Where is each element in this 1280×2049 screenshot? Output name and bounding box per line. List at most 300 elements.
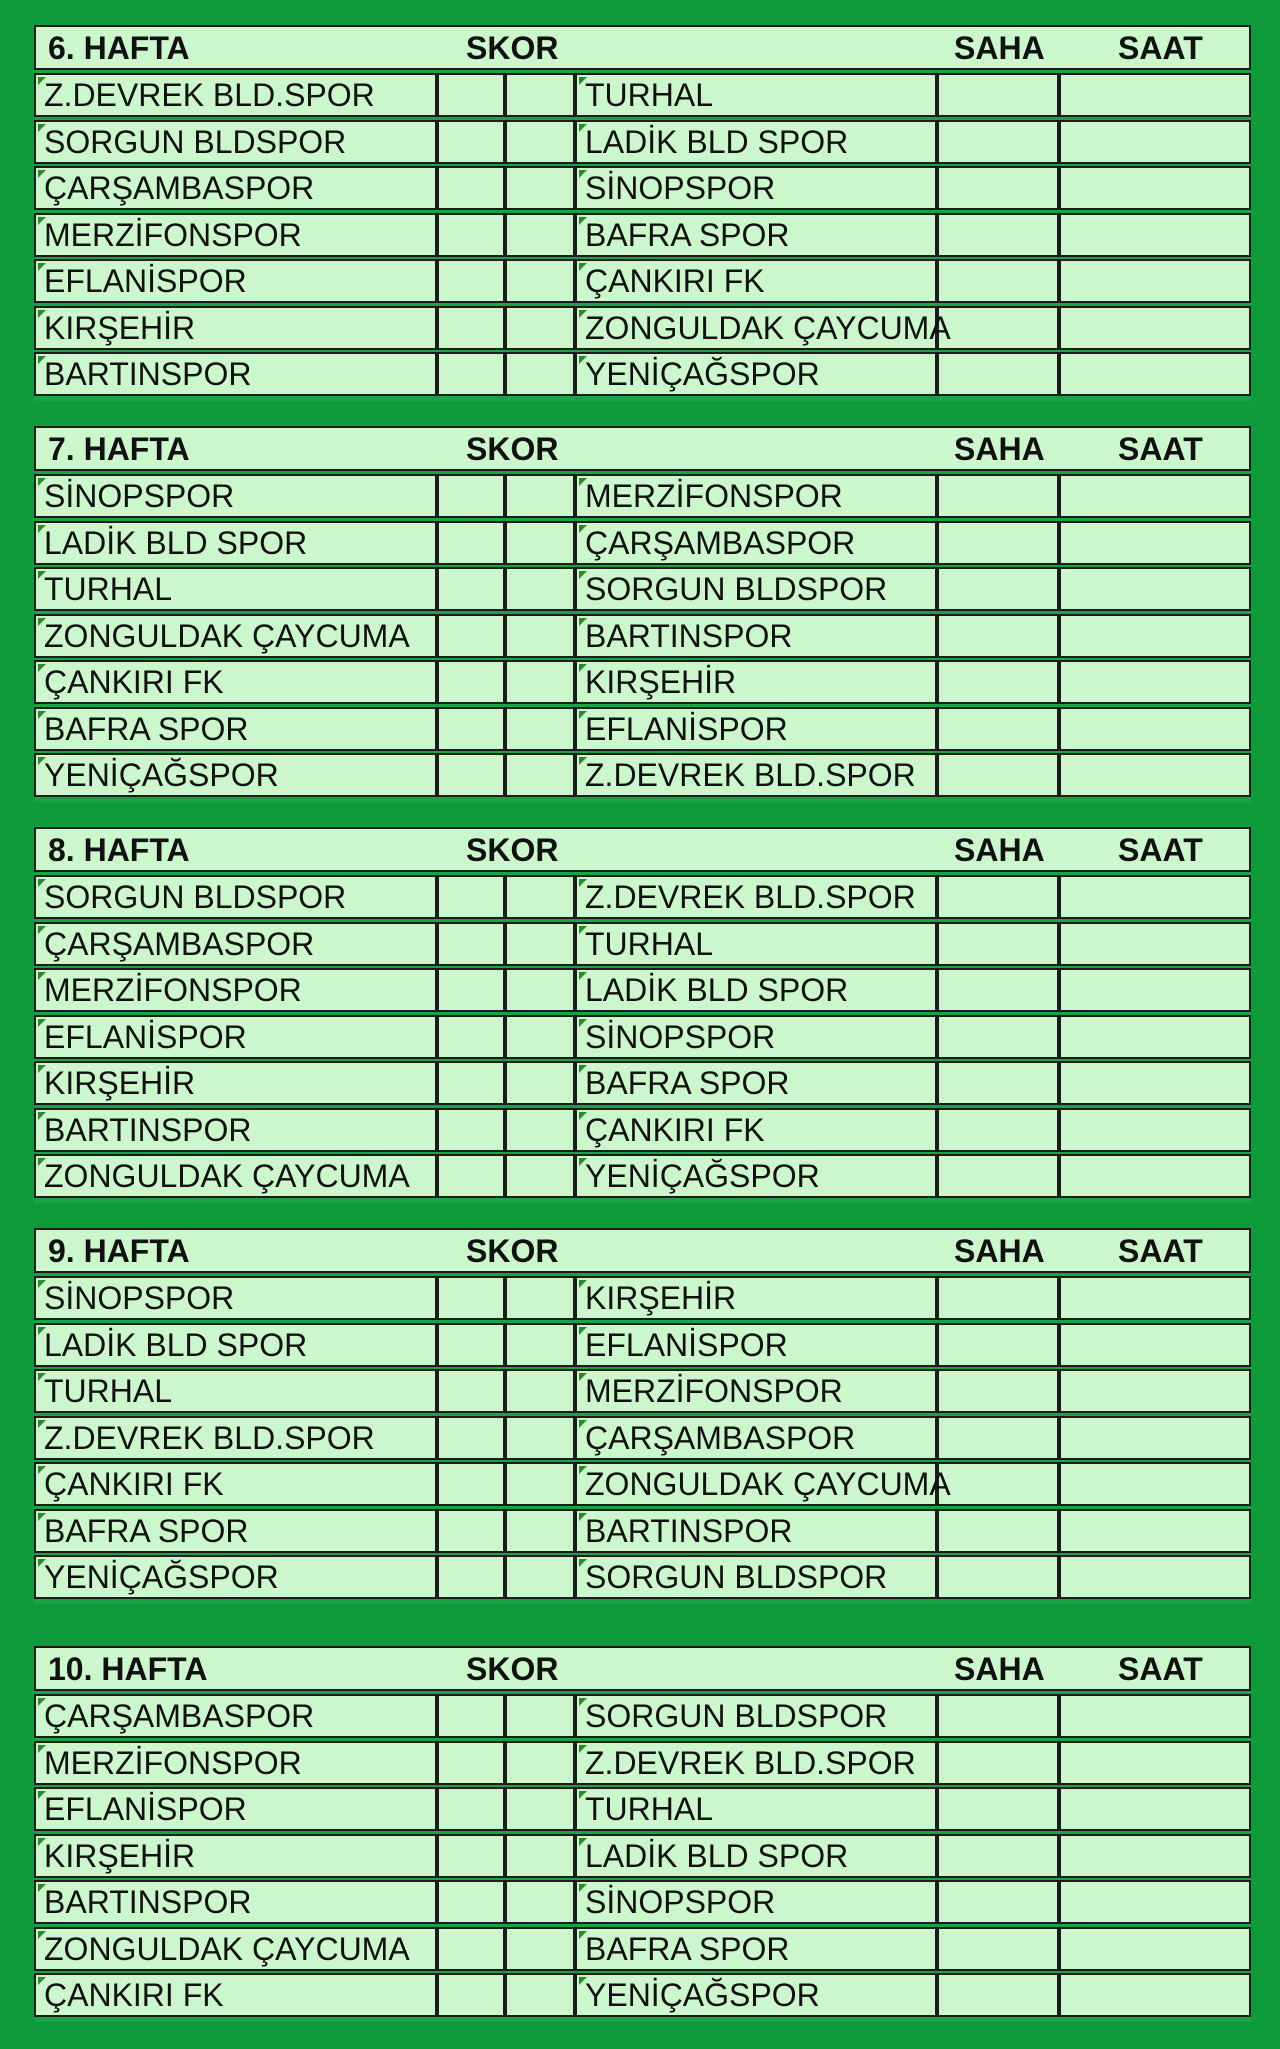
time-cell[interactable] [1059,352,1251,396]
away-score-cell[interactable] [505,1555,575,1599]
time-cell[interactable] [1059,166,1251,210]
cell-corner-marker [579,926,587,934]
field-cell[interactable] [937,1462,1059,1506]
cell-corner-marker [38,1019,46,1027]
time-cell[interactable] [1059,875,1251,919]
away-team: ZONGULDAK ÇAYCUMA [575,1462,937,1506]
cell-corner-marker [38,1698,46,1706]
score-column-label: SKOR [466,1651,559,1687]
away-score-cell[interactable] [505,1880,575,1924]
away-score-cell[interactable] [505,1108,575,1152]
cell-corner-marker [38,310,46,318]
field-cell[interactable] [937,120,1059,164]
home-team: ÇANKIRI FK [34,1973,437,2017]
home-score-cell[interactable] [437,306,505,350]
away-score-cell[interactable] [505,1834,575,1878]
cell-corner-marker [38,1884,46,1892]
away-score-cell[interactable] [505,521,575,565]
away-score-cell[interactable] [505,968,575,1012]
home-team: BAFRA SPOR [34,1509,437,1553]
field-cell[interactable] [937,73,1059,117]
cell-corner-marker [38,1065,46,1073]
home-score-cell[interactable] [437,1509,505,1553]
away-score-cell[interactable] [505,1416,575,1460]
away-score-cell[interactable] [505,1694,575,1738]
away-score-cell[interactable] [505,1973,575,2017]
home-score-cell[interactable] [437,1015,505,1059]
home-score-cell[interactable] [437,213,505,257]
cell-corner-marker [38,356,46,364]
cell-corner-marker [579,1466,587,1474]
away-score-cell[interactable] [505,875,575,919]
home-score-cell[interactable] [437,1061,505,1105]
away-team: YENİÇAĞSPOR [575,1973,937,2017]
week-section [34,426,1251,802]
home-team: LADİK BLD SPOR [34,1323,437,1367]
match-row [34,1880,1251,1924]
away-score-cell[interactable] [505,259,575,303]
match-row [34,1741,1251,1785]
away-score-cell[interactable] [505,1927,575,1971]
cell-corner-marker [38,217,46,225]
field-cell[interactable] [937,1834,1059,1878]
away-team: Z.DEVREK BLD.SPOR [575,753,937,797]
week-section [34,1646,1251,2022]
home-score-cell[interactable] [437,875,505,919]
home-team: MERZİFONSPOR [34,1741,437,1785]
cell-corner-marker [579,1559,587,1567]
time-cell[interactable] [1059,707,1251,751]
home-score-cell[interactable] [437,352,505,396]
week-title: 6. HAFTA [48,30,190,66]
home-score-cell[interactable] [437,1276,505,1320]
home-score-cell[interactable] [437,1880,505,1924]
match-row [34,352,1251,396]
away-team: SİNOPSPOR [575,1880,937,1924]
away-score-cell[interactable] [505,166,575,210]
cell-corner-marker [579,1791,587,1799]
time-cell[interactable] [1059,306,1251,350]
cell-corner-marker [579,170,587,178]
cell-corner-marker [38,618,46,626]
cell-corner-marker [579,124,587,132]
away-score-cell[interactable] [505,1369,575,1413]
time-cell[interactable] [1059,1015,1251,1059]
home-score-cell[interactable] [437,1787,505,1831]
cell-corner-marker [579,879,587,887]
field-cell[interactable] [937,1694,1059,1738]
field-cell[interactable] [937,1927,1059,1971]
cell-corner-marker [38,1791,46,1799]
match-row [34,1694,1251,1738]
match-row [34,1509,1251,1553]
home-score-cell[interactable] [437,1973,505,2017]
home-score-cell[interactable] [437,1694,505,1738]
time-cell[interactable] [1059,1787,1251,1831]
time-cell[interactable] [1059,1416,1251,1460]
home-team: ÇANKIRI FK [34,1462,437,1506]
cell-corner-marker [579,263,587,271]
away-team: YENİÇAĞSPOR [575,352,937,396]
away-team: BARTINSPOR [575,614,937,658]
match-row [34,213,1251,257]
time-cell[interactable] [1059,922,1251,966]
cell-corner-marker [38,571,46,579]
away-score-cell[interactable] [505,614,575,658]
home-team: ZONGULDAK ÇAYCUMA [34,614,437,658]
field-cell[interactable] [937,1108,1059,1152]
time-cell[interactable] [1059,614,1251,658]
away-team: EFLANİSPOR [575,1323,937,1367]
away-score-cell[interactable] [505,753,575,797]
home-team: YENİÇAĞSPOR [34,1555,437,1599]
home-score-cell[interactable] [437,1108,505,1152]
match-row [34,306,1251,350]
home-score-cell[interactable] [437,1834,505,1878]
home-score-cell[interactable] [437,707,505,751]
time-cell[interactable] [1059,567,1251,611]
cell-corner-marker [38,77,46,85]
field-cell[interactable] [937,1509,1059,1553]
cell-corner-marker [38,525,46,533]
time-cell[interactable] [1059,1741,1251,1785]
time-cell[interactable] [1059,474,1251,518]
week-header [34,1646,1251,1691]
field-cell[interactable] [937,875,1059,919]
cell-corner-marker [579,757,587,765]
field-cell[interactable] [937,707,1059,751]
away-score-cell[interactable] [505,922,575,966]
match-row [34,1416,1251,1460]
home-score-cell[interactable] [437,521,505,565]
cell-corner-marker [579,1745,587,1753]
field-cell[interactable] [937,306,1059,350]
cell-corner-marker [38,1559,46,1567]
cell-corner-marker [579,310,587,318]
away-team: LADİK BLD SPOR [575,968,937,1012]
home-team: ÇANKIRI FK [34,660,437,704]
match-row [34,753,1251,797]
time-cell[interactable] [1059,1462,1251,1506]
home-team: ZONGULDAK ÇAYCUMA [34,1154,437,1198]
away-score-cell[interactable] [505,567,575,611]
field-cell[interactable] [937,922,1059,966]
field-column-label: SAHA [954,1651,1045,1687]
home-score-cell[interactable] [437,1741,505,1785]
match-row [34,259,1251,303]
week-title: 9. HAFTA [48,1233,190,1269]
away-team: Z.DEVREK BLD.SPOR [575,875,937,919]
home-score-cell[interactable] [437,1369,505,1413]
away-team: BARTINSPOR [575,1509,937,1553]
home-team: BARTINSPOR [34,1880,437,1924]
away-score-cell[interactable] [505,306,575,350]
away-score-cell[interactable] [505,1462,575,1506]
field-column-label: SAHA [954,30,1045,66]
field-cell[interactable] [937,614,1059,658]
home-team: SORGUN BLDSPOR [34,120,437,164]
away-score-cell[interactable] [505,1509,575,1553]
cell-corner-marker [38,1280,46,1288]
away-team: BAFRA SPOR [575,1927,937,1971]
home-score-cell[interactable] [437,614,505,658]
week-section [34,1228,1251,1604]
time-cell[interactable] [1059,259,1251,303]
cell-corner-marker [579,1019,587,1027]
time-cell[interactable] [1059,1694,1251,1738]
home-team: EFLANİSPOR [34,1787,437,1831]
away-team: TURHAL [575,1787,937,1831]
home-score-cell[interactable] [437,922,505,966]
away-team: YENİÇAĞSPOR [575,1154,937,1198]
field-cell[interactable] [937,1154,1059,1198]
home-team: BARTINSPOR [34,352,437,396]
field-cell[interactable] [937,1416,1059,1460]
home-team: ÇARŞAMBASPOR [34,922,437,966]
away-team: MERZİFONSPOR [575,474,937,518]
away-score-cell[interactable] [505,213,575,257]
match-row [34,474,1251,518]
cell-corner-marker [38,263,46,271]
time-cell[interactable] [1059,1323,1251,1367]
home-team: EFLANİSPOR [34,1015,437,1059]
cell-corner-marker [579,571,587,579]
time-cell[interactable] [1059,1154,1251,1198]
home-score-cell[interactable] [437,1154,505,1198]
cell-corner-marker [579,77,587,85]
away-score-cell[interactable] [505,660,575,704]
match-row [34,707,1251,751]
cell-corner-marker [38,124,46,132]
cell-corner-marker [579,1977,587,1985]
time-column-label: SAAT [1118,431,1203,467]
home-score-cell[interactable] [437,1416,505,1460]
cell-corner-marker [579,356,587,364]
field-column-label: SAHA [954,1233,1045,1269]
away-score-cell[interactable] [505,352,575,396]
home-team: TURHAL [34,1369,437,1413]
home-score-cell[interactable] [437,567,505,611]
week-section [34,827,1251,1203]
cell-corner-marker [579,972,587,980]
cell-corner-marker [38,1977,46,1985]
cell-corner-marker [579,217,587,225]
cell-corner-marker [38,1513,46,1521]
match-row [34,1555,1251,1599]
time-cell[interactable] [1059,1509,1251,1553]
cell-corner-marker [579,1373,587,1381]
cell-corner-marker [579,1280,587,1288]
home-team: SİNOPSPOR [34,1276,437,1320]
away-team: EFLANİSPOR [575,707,937,751]
cell-corner-marker [579,664,587,672]
away-team: MERZİFONSPOR [575,1369,937,1413]
score-column-label: SKOR [466,832,559,868]
home-team: ÇARŞAMBASPOR [34,166,437,210]
home-team: ZONGULDAK ÇAYCUMA [34,1927,437,1971]
time-column-label: SAAT [1118,1651,1203,1687]
field-cell[interactable] [937,1880,1059,1924]
away-team: ÇANKIRI FK [575,1108,937,1152]
away-score-cell[interactable] [505,73,575,117]
field-cell[interactable] [937,1276,1059,1320]
time-cell[interactable] [1059,1369,1251,1413]
cell-corner-marker [38,1420,46,1428]
home-score-cell[interactable] [437,120,505,164]
away-team: BAFRA SPOR [575,1061,937,1105]
cell-corner-marker [579,1931,587,1939]
away-score-cell[interactable] [505,1276,575,1320]
field-cell[interactable] [937,521,1059,565]
match-row [34,614,1251,658]
away-team: Z.DEVREK BLD.SPOR [575,1741,937,1785]
time-cell[interactable] [1059,213,1251,257]
time-column-label: SAAT [1118,832,1203,868]
away-score-cell[interactable] [505,707,575,751]
score-column-label: SKOR [466,1233,559,1269]
home-score-cell[interactable] [437,1555,505,1599]
time-cell[interactable] [1059,1108,1251,1152]
away-team: ZONGULDAK ÇAYCUMA [575,306,937,350]
home-score-cell[interactable] [437,1323,505,1367]
cell-corner-marker [38,1931,46,1939]
time-cell[interactable] [1059,1927,1251,1971]
home-team: MERZİFONSPOR [34,213,437,257]
away-score-cell[interactable] [505,1741,575,1785]
time-cell[interactable] [1059,1880,1251,1924]
cell-corner-marker [579,525,587,533]
week-title: 10. HAFTA [48,1651,208,1687]
cell-corner-marker [579,1112,587,1120]
cell-corner-marker [38,1327,46,1335]
away-team: BAFRA SPOR [575,213,937,257]
cell-corner-marker [579,1158,587,1166]
cell-corner-marker [38,926,46,934]
field-cell[interactable] [937,1555,1059,1599]
home-score-cell[interactable] [437,1462,505,1506]
time-cell[interactable] [1059,1555,1251,1599]
away-team: ÇARŞAMBASPOR [575,521,937,565]
match-row [34,1369,1251,1413]
match-row [34,922,1251,966]
home-team: SORGUN BLDSPOR [34,875,437,919]
home-score-cell[interactable] [437,753,505,797]
field-cell[interactable] [937,567,1059,611]
cell-corner-marker [579,711,587,719]
match-row [34,1061,1251,1105]
time-cell[interactable] [1059,73,1251,117]
time-cell[interactable] [1059,753,1251,797]
match-row [34,73,1251,117]
home-score-cell[interactable] [437,474,505,518]
field-cell[interactable] [937,1061,1059,1105]
cell-corner-marker [38,711,46,719]
field-cell[interactable] [937,1369,1059,1413]
time-cell[interactable] [1059,1973,1251,2017]
match-row [34,1108,1251,1152]
field-column-label: SAHA [954,832,1045,868]
field-cell[interactable] [937,753,1059,797]
away-score-cell[interactable] [505,1015,575,1059]
home-team: ÇARŞAMBASPOR [34,1694,437,1738]
away-team: SORGUN BLDSPOR [575,1694,937,1738]
away-team: TURHAL [575,73,937,117]
away-team: SORGUN BLDSPOR [575,567,937,611]
home-team: LADİK BLD SPOR [34,521,437,565]
away-team: ÇARŞAMBASPOR [575,1416,937,1460]
field-cell[interactable] [937,968,1059,1012]
away-score-cell[interactable] [505,474,575,518]
field-cell[interactable] [937,213,1059,257]
match-row [34,1323,1251,1367]
time-column-label: SAAT [1118,1233,1203,1269]
field-cell[interactable] [937,166,1059,210]
away-score-cell[interactable] [505,1323,575,1367]
home-score-cell[interactable] [437,259,505,303]
time-cell[interactable] [1059,1276,1251,1320]
away-team: KIRŞEHİR [575,660,937,704]
away-team: TURHAL [575,922,937,966]
field-cell[interactable] [937,1015,1059,1059]
score-column-label: SKOR [466,431,559,467]
match-row [34,875,1251,919]
cell-corner-marker [38,478,46,486]
home-team: BARTINSPOR [34,1108,437,1152]
time-cell[interactable] [1059,521,1251,565]
home-score-cell[interactable] [437,1927,505,1971]
cell-corner-marker [579,1420,587,1428]
home-score-cell[interactable] [437,73,505,117]
time-cell[interactable] [1059,968,1251,1012]
week-header [34,1228,1251,1273]
home-team: BAFRA SPOR [34,707,437,751]
cell-corner-marker [38,972,46,980]
field-cell[interactable] [937,1323,1059,1367]
away-score-cell[interactable] [505,1787,575,1831]
field-cell[interactable] [937,259,1059,303]
home-team: Z.DEVREK BLD.SPOR [34,1416,437,1460]
match-row [34,1927,1251,1971]
time-cell[interactable] [1059,1061,1251,1105]
field-cell[interactable] [937,474,1059,518]
home-score-cell[interactable] [437,968,505,1012]
cell-corner-marker [579,1065,587,1073]
week-header [34,827,1251,872]
cell-corner-marker [38,1373,46,1381]
match-row [34,660,1251,704]
away-score-cell[interactable] [505,1154,575,1198]
home-team: MERZİFONSPOR [34,968,437,1012]
home-score-cell[interactable] [437,660,505,704]
time-cell[interactable] [1059,660,1251,704]
match-row [34,1015,1251,1059]
time-cell[interactable] [1059,120,1251,164]
home-score-cell[interactable] [437,166,505,210]
cell-corner-marker [38,1112,46,1120]
field-cell[interactable] [937,1973,1059,2017]
field-cell[interactable] [937,352,1059,396]
week-section [34,25,1251,401]
match-row [34,1834,1251,1878]
time-cell[interactable] [1059,1834,1251,1878]
field-cell[interactable] [937,1741,1059,1785]
away-score-cell[interactable] [505,120,575,164]
field-cell[interactable] [937,1787,1059,1831]
field-cell[interactable] [937,660,1059,704]
match-row [34,1276,1251,1320]
home-team: SİNOPSPOR [34,474,437,518]
away-score-cell[interactable] [505,1061,575,1105]
